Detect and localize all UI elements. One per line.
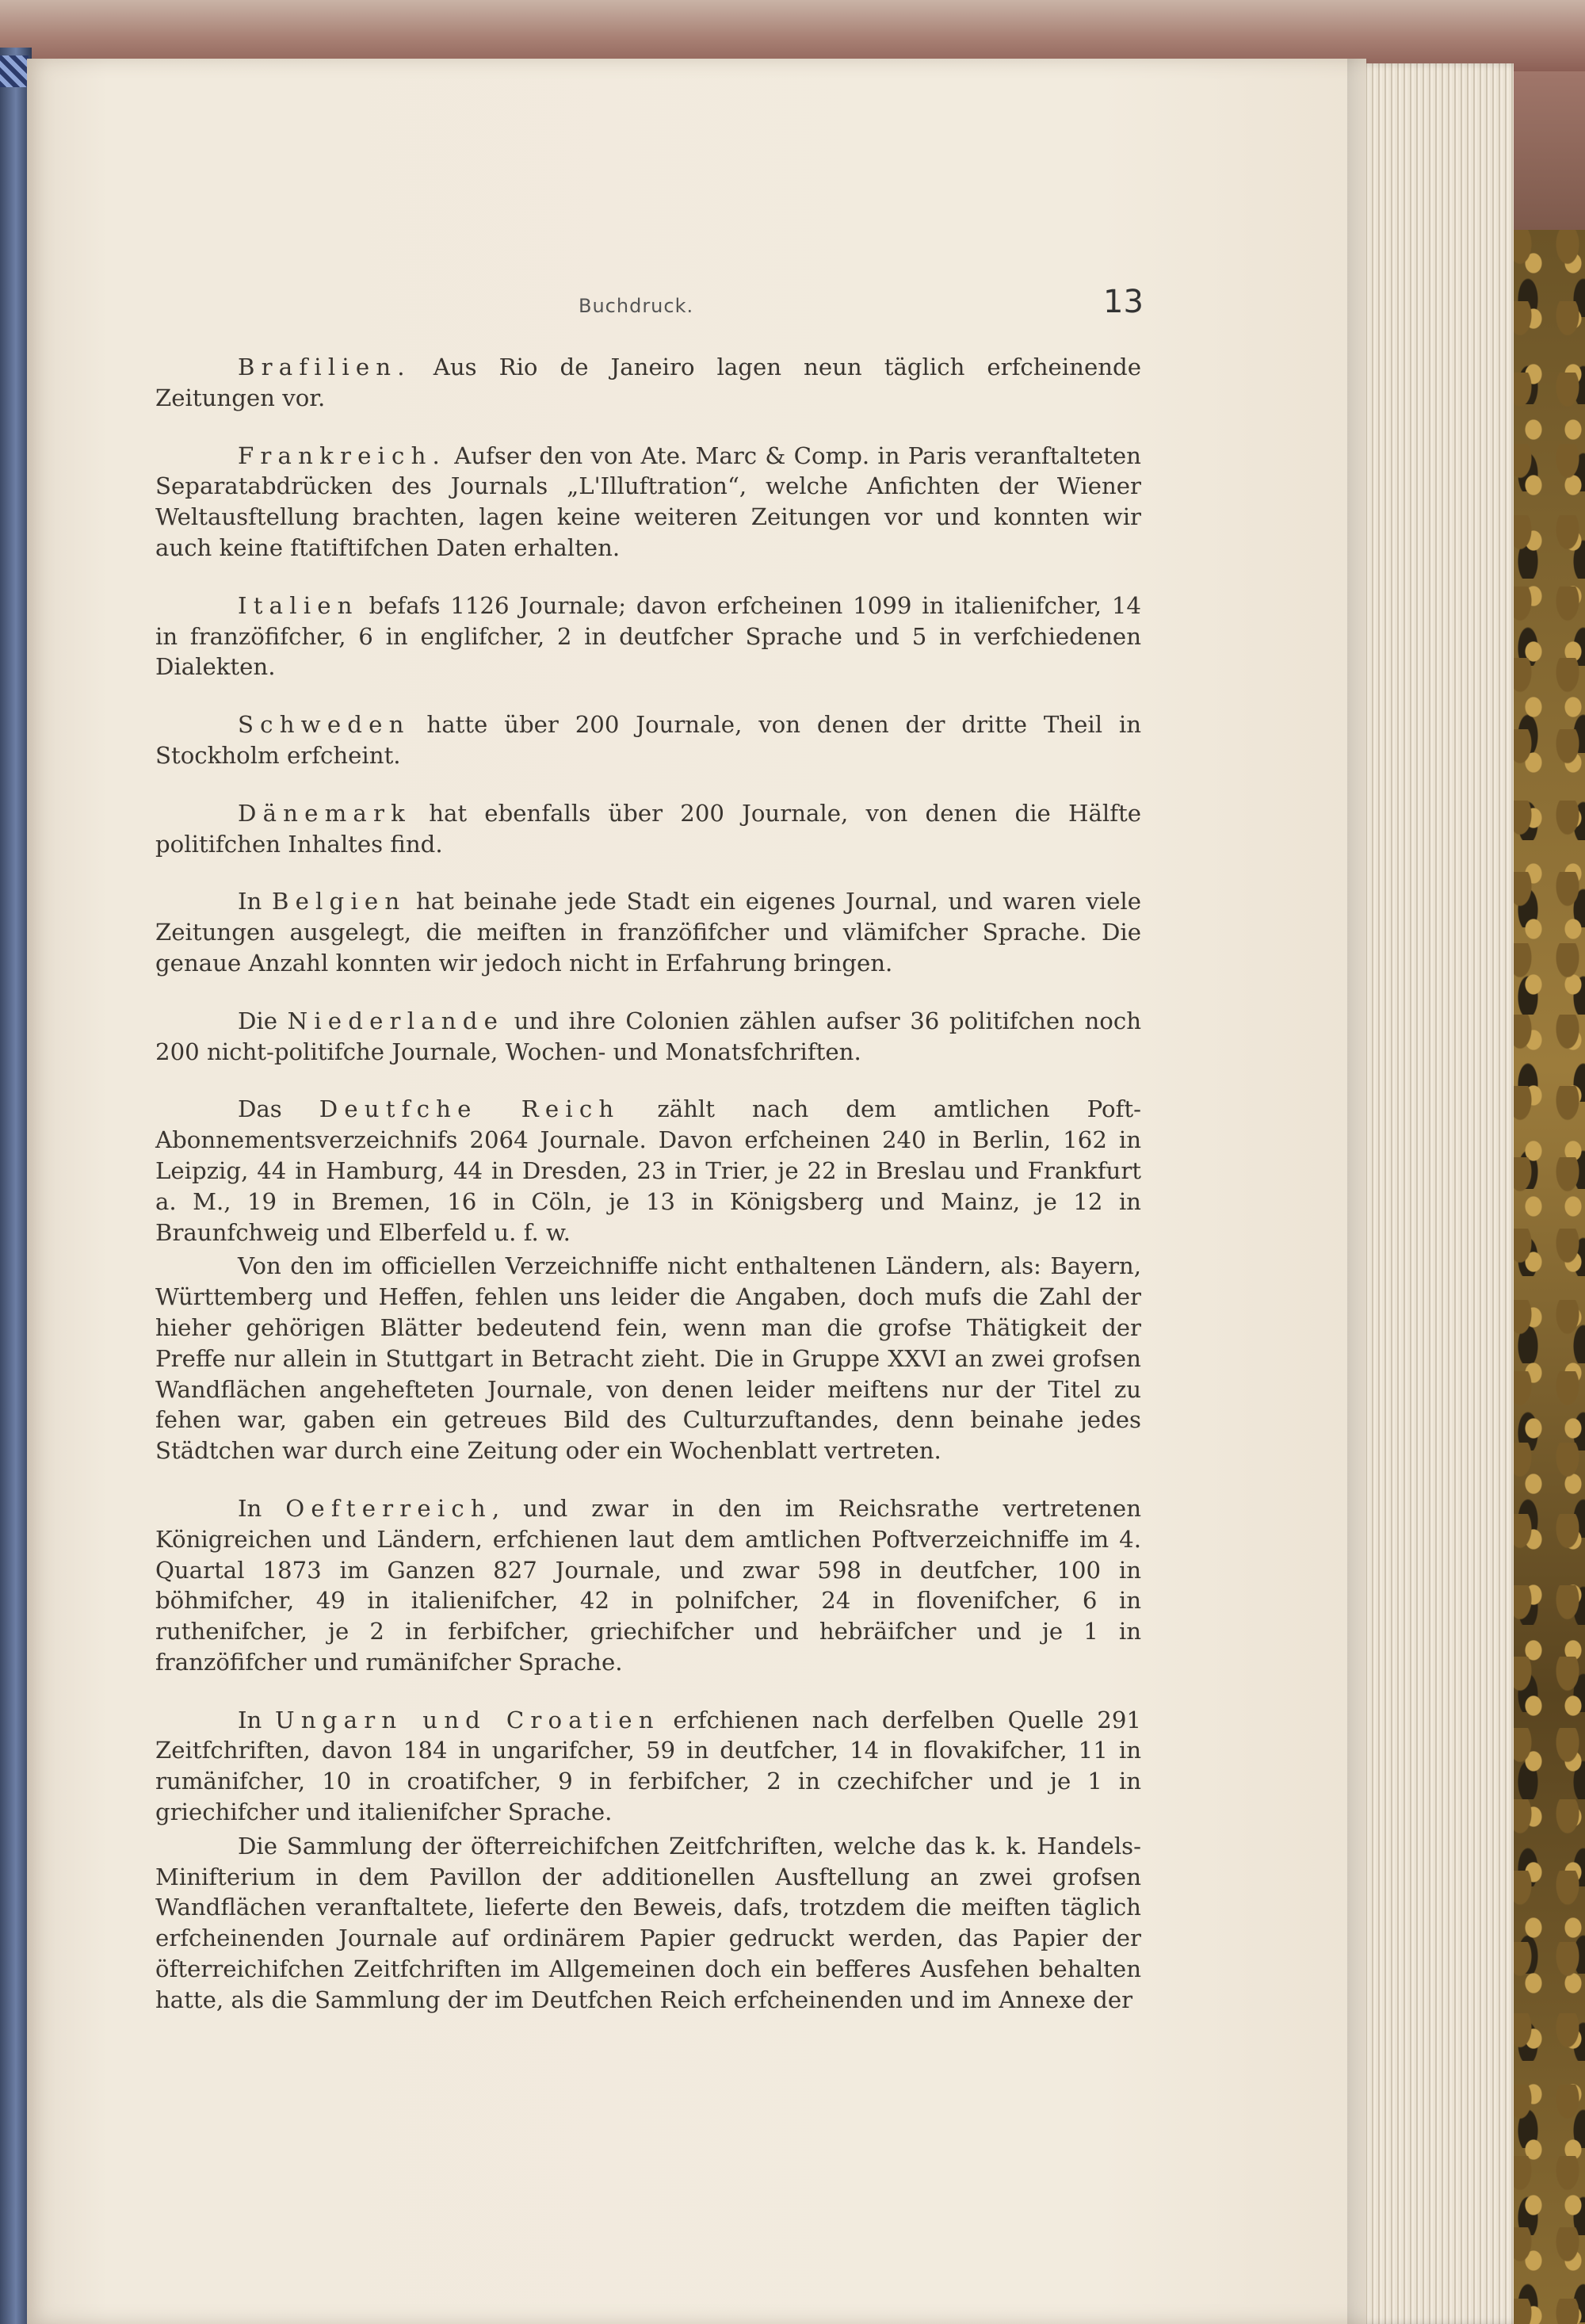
- page-number: 13: [1103, 284, 1144, 320]
- paragraph-text: zählt nach dem amtlichen Poft-Abonnementsverzeichnifs 2064 Journale. Davon erfcheinen 240 in Berlin, 162 in Leipzig, 44 in Hamburg, 44 in Dresden, 23 in Trier, je 22 in Breslau und Frankfurt a. M., 19 in Bremen, 16 in Cöln, je 13 in Königsberg und Mainz, je 12 in Braunfchweig und Elberfeld u. f. w.: [155, 1095, 1141, 1246]
- paragraph-prefix: In: [238, 888, 272, 915]
- marbled-cover-edge: [1506, 230, 1585, 2324]
- paragraph-text: und ihre Colonien zählen aufser 36 politifchen noch 200 nicht-politifche Journale, Wochen- und Monatsfchriften.: [155, 1007, 1142, 1065]
- paragraph-text: hat beinahe jede Stadt ein eigenes Journal, und waren viele Zeitungen ausgelegt, die meiften in franzöfifcher und vlämifcher Sprache. Die genaue Anzahl konnten wir jedoch nicht in Erfahrung bringen.: [155, 888, 1142, 977]
- paragraph-belgien: [155, 886, 1141, 978]
- country-name: Dänemark: [238, 799, 411, 827]
- country-name: Deutfche Reich: [319, 1095, 621, 1123]
- running-head: Buchdruck.: [579, 295, 694, 317]
- paragraph-oesterreich: [155, 1493, 1141, 1678]
- paragraph-text: erfchienen nach derfelben Quelle 291 Zeitfchriften, davon 184 in ungarifcher, 59 in deutfcher, 14 in flovakifcher, 11 in rumänifcher, 10 in croatifcher, 9 in ferbifcher, 2 in czechifcher und je 1 in griechifcher und italienifcher Sprache.: [155, 1706, 1141, 1826]
- country-name: Oefterreich: [285, 1494, 492, 1522]
- paragraph-text: , und zwar in den im Reichsrathe vertretenen Königreichen und Ländern, erfchienen laut dem amtlichen Poftverzeichniffe im 4. Quartal 1873 im Ganzen 827 Journale, und zwar 598 in deutfcher, 100 in böhmifcher, 49 in italienifcher, 42 in polnifcher, 24 in flovenifcher, 6 in ruthenifcher, je 2 in ferbifcher, griechifcher und hebräifcher und je 1 in franzöfifcher und rumänifcher Sprache.: [155, 1494, 1141, 1676]
- paragraph-prefix: In: [238, 1706, 276, 1733]
- paragraph-prefix: Das: [238, 1095, 319, 1123]
- paragraph-text: Aus Rio de Janeiro lagen neun täglich erfcheinende Zeitungen vor.: [155, 354, 1141, 411]
- country-name: Frankreich.: [238, 441, 447, 469]
- paragraph-daenemark: [155, 798, 1141, 860]
- paragraph-frankreich: [155, 441, 1141, 564]
- country-name: Belgien: [271, 888, 407, 915]
- paragraph-sammlung: [155, 1831, 1141, 2016]
- paragraph-deutsches-reich: [155, 1094, 1141, 1248]
- paragraph-ungarn-croatien: [155, 1705, 1141, 1828]
- paragraph-brasilien: [155, 352, 1141, 414]
- paragraph-text: hatte über 200 Journale, von denen der dritte Theil in Stockholm erfcheint.: [155, 711, 1141, 769]
- country-name: Niederlande: [287, 1007, 505, 1034]
- page-block-edge: [1357, 63, 1514, 2324]
- paragraph-schweden: [155, 709, 1141, 771]
- body-text: [155, 352, 1141, 2016]
- bookmark-ribbon: [0, 55, 29, 87]
- country-name: Ungarn und Croatien: [275, 1706, 660, 1733]
- paragraph-prefix: In: [238, 1494, 286, 1522]
- paragraph-prefix: Die: [238, 1007, 288, 1034]
- paragraph-italien: [155, 591, 1141, 682]
- paragraph-niederlande: [155, 1006, 1141, 1068]
- paragraph-verzeichnis: [155, 1251, 1141, 1466]
- paragraph-text: Von den im officiellen Verzeichniffe nicht enthaltenen Ländern, als: Bayern, Württemberg und Heffen, fehlen uns leider die Angaben, doch mufs die Zahl der hieher gehörigen Blätter bedeutend fein, wenn man die grofse Thätigkeit der Preffe nur allein in Stuttgart in Betracht zieht. Die in Gruppe XXVI an zwei grofsen Wandflächen angehefteten Journale, von denen leider meiftens nur der Titel zu fehen war, gaben ein getreues Bild des Culturzuftandes, denn beinahe jedes Städtchen war durch eine Zeitung oder ein Wochenblatt vertreten.: [155, 1252, 1141, 1465]
- country-name: Brafilien.: [238, 354, 411, 380]
- country-name: Italien: [238, 591, 359, 619]
- page-gutter-shadow: [1347, 59, 1371, 2324]
- cover-corner: [1506, 71, 1585, 230]
- paragraph-text: Die Sammlung der öfterreichifchen Zeitfchriften, welche das k. k. Handels-Minifterium in dem Pavillon der additionellen Ausftellung an zwei grofsen Wandflächen veranftaltete, lieferte den Beweis, dafs, trotzdem die meiften täglich erfcheinenden Journale auf ordinärem Papier gedruckt werden, das Papier der öfterreichifchen Zeitfchriften im Allgemeinen doch ein befferes Ausfehen behalten hatte, als die Sammlung der im Deutfchen Reich erfcheinenden und im Annexe der: [155, 1832, 1141, 2013]
- paragraph-text: befafs 1126 Journale; davon erfcheinen 1099 in italienifcher, 14 in franzöfifcher, 6 in englifcher, 2 in deutfcher Sprache und 5 in verfchiedenen Dialekten.: [155, 591, 1141, 681]
- paragraph-text: hat ebenfalls über 200 Journale, von denen die Hälfte politifchen Inhaltes find.: [155, 799, 1141, 858]
- paragraph-text: Aufser den von Ate. Marc & Comp. in Paris veranftalteten Separatabdrücken des Journals „L'Illuftration“, welche Anfichten der Wiener Weltausftellung brachten, lagen keine weiteren Zeitungen vor und konnten wir auch keine ftatiftifchen Daten erhalten.: [155, 441, 1141, 561]
- country-name: Schweden: [238, 711, 411, 739]
